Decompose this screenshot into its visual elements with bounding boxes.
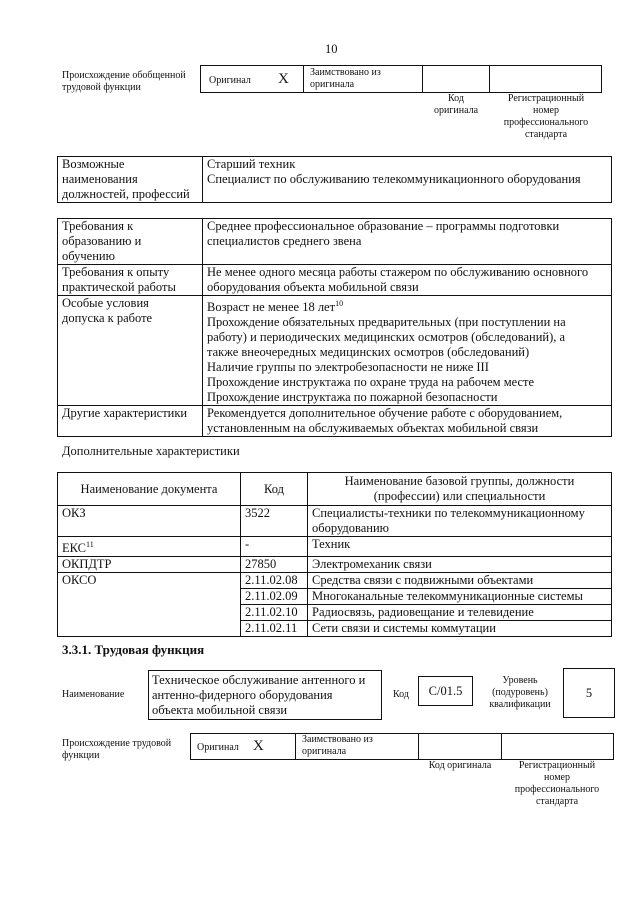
requirement-value: Среднее профессиональное образование – программы подготовки специалистов среднего звена bbox=[203, 219, 612, 265]
origin-top-original-cell bbox=[200, 65, 304, 93]
origin-top-reg-cell bbox=[489, 65, 602, 93]
positions-label: Возможные наименования должностей, профессий bbox=[58, 157, 203, 203]
code-cell: 3522 bbox=[241, 506, 308, 537]
requirement-value: Рекомендуется дополнительное обучение работе с оборудованием, установленным на обслуживаемых объектах мобильной связи bbox=[203, 406, 612, 437]
requirement-value bbox=[203, 296, 612, 406]
footnote-ref-10: 10 bbox=[335, 299, 344, 308]
positions-table bbox=[57, 156, 612, 203]
requirement-value: Не менее одного месяца работы стажером по обслуживанию основного оборудования объекта мобильной связи bbox=[203, 265, 612, 296]
function-name-value: Техническое обслуживание антенного и антенно-фидерного оборудования объекта мобильной связи bbox=[148, 670, 382, 720]
origin-bottom-original-label: Оригинал bbox=[197, 742, 239, 753]
requirement-label: Требования к опыту практической работы bbox=[58, 265, 203, 296]
name-cell: Средства связи с подвижными объектами bbox=[308, 573, 612, 589]
age-requirement: Возраст не менее 18 лет bbox=[207, 300, 336, 315]
origin-bottom-original-mark: X bbox=[253, 738, 264, 754]
origin-top-reg-label: Регистрационный номер профессионального стандарта bbox=[503, 93, 589, 140]
table-row bbox=[58, 537, 612, 557]
requirement-row bbox=[58, 296, 612, 406]
origin-bottom-borrowed-cell bbox=[295, 733, 419, 760]
function-level-label: Уровень (подуровень) квалификации bbox=[489, 675, 551, 710]
requirements-table bbox=[57, 218, 612, 437]
code-cell: - bbox=[241, 537, 308, 557]
origin-bottom-reg-label: Регистрационный номер профессионального стандарта bbox=[514, 760, 600, 807]
code-cell: 2.11.02.08 bbox=[241, 573, 308, 589]
doc-cell bbox=[58, 537, 241, 557]
header-code: Код bbox=[241, 473, 308, 506]
section-title: 3.3.1. Трудовая функция bbox=[62, 642, 205, 657]
footnote-ref-11: 11 bbox=[86, 540, 94, 549]
requirement-row bbox=[58, 219, 612, 265]
origin-bottom-original-cell bbox=[190, 733, 296, 760]
positions-value: Старший техник Специалист по обслуживанию телекоммуникационного оборудования bbox=[203, 157, 612, 203]
requirement-label: Другие характеристики bbox=[58, 406, 203, 437]
name-cell: Электромеханик связи bbox=[308, 557, 612, 573]
requirement-label: Особые условия допуска к работе bbox=[58, 296, 203, 406]
origin-top-code-cell bbox=[422, 65, 490, 93]
additional-table bbox=[57, 472, 612, 637]
function-code-label: Код bbox=[393, 689, 409, 700]
additional-title: Дополнительные характеристики bbox=[62, 444, 240, 458]
table-row bbox=[58, 506, 612, 537]
origin-bottom-label: Происхождение трудовой функции bbox=[62, 738, 172, 761]
origin-bottom-code-label: Код оригинала bbox=[428, 760, 492, 771]
name-cell: Радиосвязь, радиовещание и телевидение bbox=[308, 605, 612, 621]
function-name-label: Наименование bbox=[62, 689, 125, 700]
name-cell: Многоканальные телекоммуникационные системы bbox=[308, 589, 612, 605]
name-cell: Сети связи и системы коммутации bbox=[308, 621, 612, 637]
code-cell: 2.11.02.11 bbox=[241, 621, 308, 637]
requirement-row bbox=[58, 265, 612, 296]
code-cell: 27850 bbox=[241, 557, 308, 573]
origin-top-original-mark: X bbox=[278, 71, 289, 87]
admission-conditions: Прохождение обязательных предварительных (при поступлении на работу) и периодических медицинских осмотров (обследований), а также внеочередных медицинских осмотров (обследований) Наличие группы по электробезопасности не ниже III Прохождение инструктажа по охране труда на рабочем месте Прохождение инструктажа по пожарной безопасности bbox=[207, 315, 566, 405]
origin-top-original-label: Оригинал bbox=[209, 75, 251, 86]
origin-bottom-reg-cell bbox=[501, 733, 614, 760]
requirement-label: Требования к образованию и обучению bbox=[58, 219, 203, 265]
header-document: Наименование документа bbox=[58, 473, 241, 506]
page-number: 10 bbox=[325, 42, 338, 56]
function-code-value: C/01.5 bbox=[418, 676, 473, 706]
code-cell: 2.11.02.10 bbox=[241, 605, 308, 621]
origin-bottom-borrowed-label: Заимствовано из оригинала bbox=[302, 734, 373, 757]
table-row bbox=[58, 557, 612, 573]
origin-top-borrowed-label: Заимствовано из оригинала bbox=[310, 67, 381, 90]
origin-bottom-code-cell bbox=[418, 733, 502, 760]
name-cell: Техник bbox=[308, 537, 612, 557]
code-cell: 2.11.02.09 bbox=[241, 589, 308, 605]
header-group: Наименование базовой группы, должности (профессии) или специальности bbox=[308, 473, 612, 506]
name-cell: Специалисты-техники по телекоммуникационному оборудованию bbox=[308, 506, 612, 537]
origin-top-label: Происхождение обобщенной трудовой функции bbox=[62, 70, 186, 93]
doc-cell: ОКПДТР bbox=[58, 557, 241, 573]
doc-cell: ОКЗ bbox=[58, 506, 241, 537]
requirement-row bbox=[58, 406, 612, 437]
table-row bbox=[58, 573, 612, 589]
doc-cell: ОКСО bbox=[58, 573, 241, 637]
origin-top-code-label: Код оригинала bbox=[433, 93, 479, 116]
eks-doc: ЕКС bbox=[62, 541, 86, 556]
function-level-value: 5 bbox=[563, 668, 615, 718]
origin-top-borrowed-cell bbox=[303, 65, 423, 93]
